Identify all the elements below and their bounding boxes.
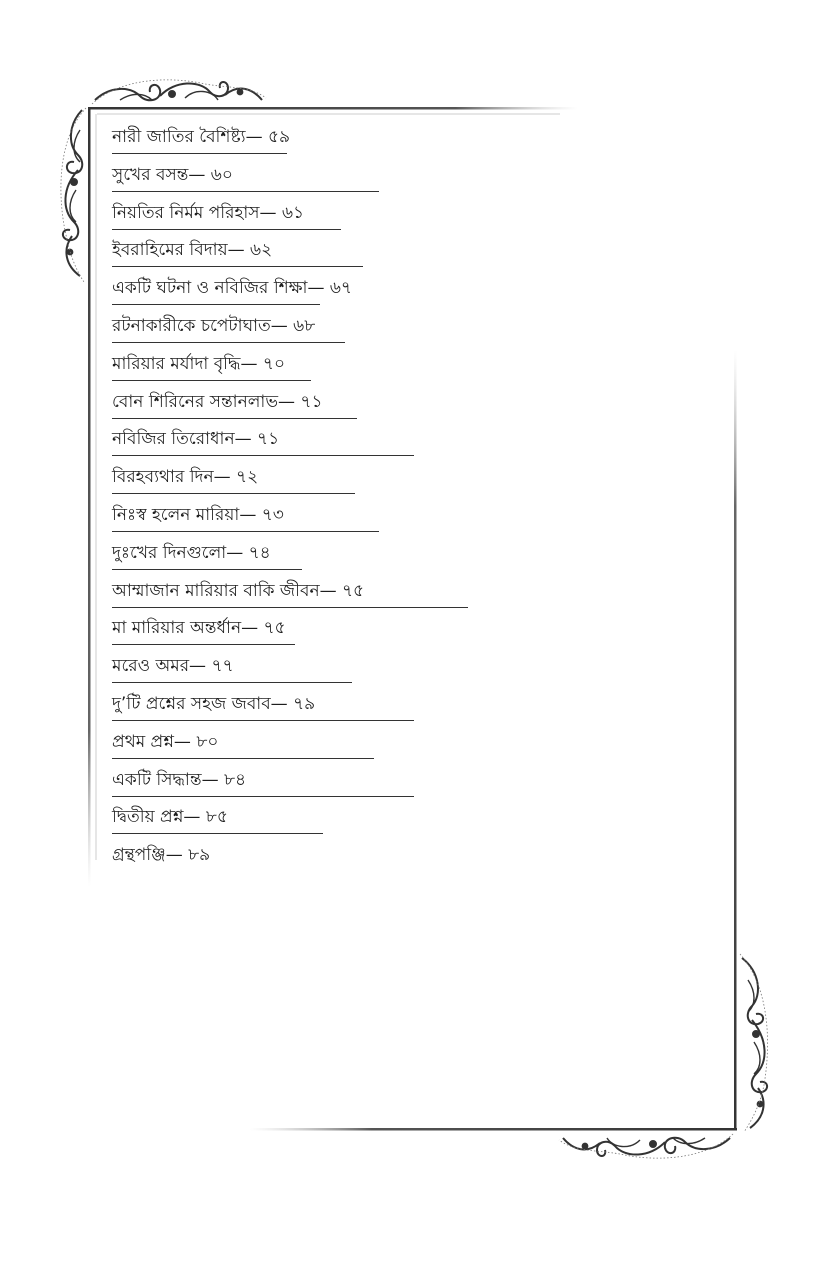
toc-entry-text: মরেও অমর— ৭৭ [112,656,234,677]
toc-entry [112,538,532,576]
toc-entry [112,160,532,198]
toc-underline [112,758,374,759]
toc-underline [112,607,468,608]
toc-entry-text: ইবরাহিমের বিদায়— ৬২ [112,240,273,261]
left-ornament [63,110,82,276]
toc-entry [112,122,532,160]
toc-underline [112,682,352,683]
toc-entry-text: নবিজির তিরোধান— ৭১ [112,429,280,450]
toc-entry-text: আম্মাজান মারিয়ার বাকি জীবন— ৭৫ [112,580,365,601]
toc-entry [112,802,532,840]
toc-entry-text: দুঃখের দিনগুলো— ৭৪ [112,542,271,563]
toc-entry-text: দ্বিতীয় প্রশ্ন— ৮৫ [112,807,228,828]
bottom-ornament [563,1138,730,1156]
toc-entry [112,387,532,425]
toc-entry [112,424,532,462]
toc-underline [112,644,295,645]
toc-underline [112,229,341,230]
right-ornament [742,958,767,1128]
toc-entry-text: বিরহব্যথার দিন— ৭২ [112,467,259,488]
toc-underline [112,191,379,192]
toc-entry-text: রটনাকারীকে চপেটাঘাত— ৬৮ [112,315,316,336]
toc-entry [112,500,532,538]
toc-entry [112,273,532,311]
toc-underline [112,720,414,721]
toc-underline [112,455,414,456]
toc-entry [112,613,532,651]
toc-entry-text: সুখের বসন্ত— ৬০ [112,164,233,185]
toc-entry [112,727,532,765]
table-of-contents [112,122,532,878]
toc-underline [112,569,302,570]
toc-underline [112,304,320,305]
toc-entry-text: নিয়তির নির্মম পরিহাস— ৬১ [112,202,305,223]
toc-entry [112,651,532,689]
toc-entry [112,235,532,273]
toc-entry-text: প্রথম প্রশ্ন— ৮০ [112,731,219,752]
toc-underline [112,342,345,343]
toc-entry-text: গ্রন্থপঞ্জি— ৮৯ [112,845,211,866]
toc-entry-text: একটি ঘটনা ও নবিজির শিক্ষা— ৬৭ [112,278,352,299]
toc-entry [112,689,532,727]
toc-entry [112,840,532,878]
toc-entry-text: বোন শিরিনের সন্তানলাভ— ৭১ [112,391,323,412]
toc-underline [112,531,379,532]
toc-underline [112,266,363,267]
toc-entry-text: নিঃস্ব হলেন মারিয়া— ৭৩ [112,504,284,525]
toc-entry [112,576,532,614]
toc-entry-text: মা মারিয়ার অন্তর্ধান— ৭৫ [112,618,286,639]
toc-entry-text: মারিয়ার মর্যাদা বৃদ্ধি— ৭০ [112,353,286,374]
toc-entry [112,462,532,500]
toc-entry [112,198,532,236]
toc-entry-text: নারী জাতির বৈশিষ্ট্য— ৫৯ [112,127,291,147]
toc-entry [112,765,532,803]
toc-entry [112,349,532,387]
toc-underline [112,833,323,834]
toc-underline [112,153,287,154]
toc-underline [112,796,414,797]
toc-entry [112,311,532,349]
top-left-ornament [95,82,262,100]
toc-entry-text: দু’টি প্রশ্নের সহজ জবাব— ৭৯ [112,693,316,714]
toc-underline [112,418,357,419]
toc-entry-text: একটি সিদ্ধান্ত— ৮৪ [112,769,247,790]
toc-underline [112,493,355,494]
toc-underline [112,380,311,381]
